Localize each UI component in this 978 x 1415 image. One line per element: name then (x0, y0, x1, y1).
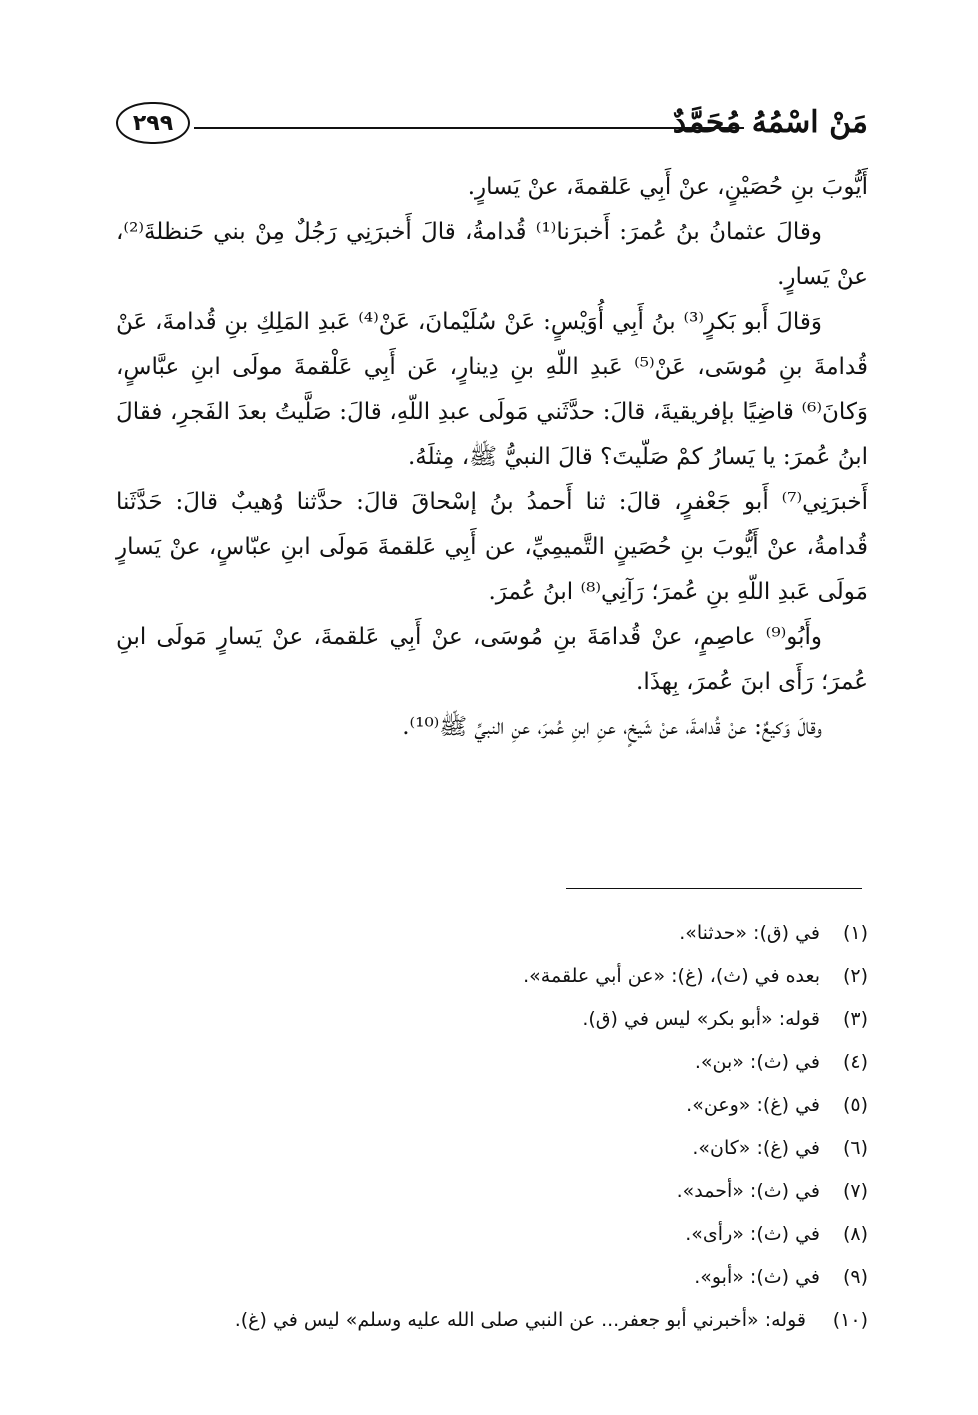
footnote-number: (٦) (842, 1137, 868, 1159)
main-text (116, 165, 868, 750)
book-title-logo: مَنْ اسْمُهُ مُحَمَّدٌ (672, 105, 868, 140)
footnote-text: في (ث): «أحمد». (676, 1180, 820, 1202)
footnote-number: (٢) (842, 965, 868, 987)
footnote (116, 1299, 868, 1342)
footnote (116, 998, 868, 1041)
footnotes (116, 912, 868, 1342)
footnote (116, 1127, 868, 1170)
footnote (116, 912, 868, 955)
footnote-number: (١٠) (832, 1309, 868, 1331)
header-rule (194, 127, 744, 129)
footnote-separator (566, 888, 862, 889)
footnote (116, 1256, 868, 1299)
footnote-number: (٥) (842, 1094, 868, 1116)
footnote-text: في (ث): «بن». (694, 1051, 820, 1073)
footnote-number: (٨) (842, 1223, 868, 1245)
footnote (116, 1084, 868, 1127)
paragraph: وَقالَ أَبو بَكرٍ⁽³⁾ بنُ أَبِي أُوَيْسٍ: عَنْ سُلَيْمانَ، عَنْ⁽⁴⁾ عَبدِ المَلِكِ بنِ قُدامةَ، عَنْ قُدامةَ بنِ مُوسَى، عَنْ⁽⁵⁾ عَبدِ اللّهِ بنِ دِينارٍ، عَن أَبِي عَلْقمةَ مولَى ابنِ عبَّاسٍ، وَكانَ⁽⁶⁾ قاضِيًا بإفريقيةَ، قالَ: حدَّثَني مَولَى عبدِ اللّهِ، قالَ: صَلَّيتُ بعدَ الفَجرِ، فقالَ ابنُ عُمرَ: يا يَسارُ كمْ صَلّيتَ؟ قالَ النبيُّ ﷺ، مِثلَهُ. (116, 309, 868, 470)
footnote-text: في (غ): «وعن». (686, 1094, 820, 1116)
paragraph: أَخبرَنِي⁽⁷⁾ أَبو جَعْفرٍ، قالَ: ثنا أَحمدُ بنُ إسْحاقَ قالَ: حدَّثنا وُهيبٌ قالَ: حَدَّثَنا قُدامةُ، عنْ أَيُّوبَ بنِ حُصَينٍ التَّميمِيِّ، عن أَبِي عَلقمةَ مَولَى ابنِ عبّاسٍ، عنْ يَسارٍ مَولَى عَبدِ اللّهِ بنِ عُمرَ؛ رَآنِي⁽⁸⁾ ابنُ عُمرَ. (116, 489, 868, 605)
footnote-number: (٤) (842, 1051, 868, 1073)
footnote-number: (٩) (842, 1266, 868, 1288)
footnote-text: بعده في (ث)، (غ): «عن أبي علقمة». (523, 965, 820, 987)
paragraph: وأَبُو⁽⁹⁾ عاصِمٍ، عنْ قُدامَةَ بنِ مُوسَى، عنْ أَبِي عَلقمةَ، عنْ يَسارٍ مَولَى ابنِ عُمرَ؛ رَأَى ابنَ عُمرَ، بِهذَا. (116, 624, 868, 695)
footnote (116, 1170, 868, 1213)
footnote-text: قوله: «أخبرني أبو جعفر... عن النبي صلى الله عليه وسلم» ليس في (غ). (234, 1309, 806, 1331)
footnote (116, 955, 868, 998)
footnote-text: في (ث): «أبو». (694, 1266, 820, 1288)
footnote-number: (١) (842, 922, 868, 944)
footnote-text: قوله: «أبو بكر» ليس في (ق). (582, 1008, 820, 1030)
footnote (116, 1213, 868, 1256)
footnote-number: (٧) (842, 1180, 868, 1202)
footnote-text: في (ث): «رأى». (685, 1223, 820, 1245)
footnote-number: (٣) (842, 1008, 868, 1030)
page-number: ٢٩٩ (116, 102, 190, 144)
paragraph: أَيُّوبَ بنِ حُصَيْنٍ، عنْ أَبِي عَلقمةَ، عنْ يَسارٍ. (467, 174, 868, 200)
paragraph: وقالَ وَكيعٌ: عنْ قُدامةَ، عنْ شَيخٍ، عنِ ابنِ عُمرَ، عنِ النبيِّ ﷺ⁽¹⁰⁾. (402, 714, 822, 740)
page-header (116, 96, 868, 156)
footnote-text: في (ق): «حدثنا». (679, 922, 820, 944)
footnote (116, 1041, 868, 1084)
paragraph: وقالَ عثمانُ بنُ عُمرَ: أَخبرَنا⁽¹⁾ قُدامةُ، قالَ أَخبرَنِي رَجُلٌ مِنْ بني حَنظلةَ⁽²⁾، عنْ يَسارٍ. (116, 219, 868, 290)
footnote-text: في (غ): «كان». (692, 1137, 820, 1159)
